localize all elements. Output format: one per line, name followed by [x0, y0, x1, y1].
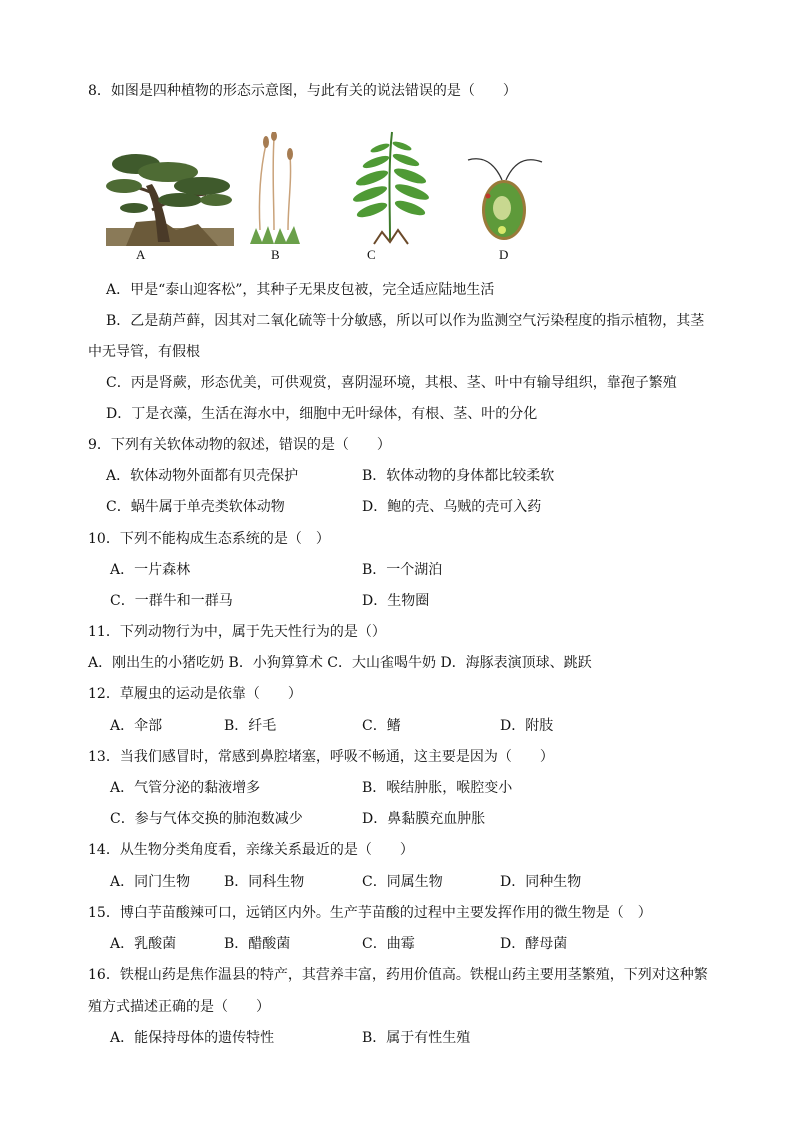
q10-option-c: C．一群牛和一群马 [110, 593, 233, 609]
q12-option-b: B．纤毛 [224, 718, 277, 734]
q15-option-a: A．乳酸菌 [110, 936, 177, 952]
q9-option-d: D．鲍的壳、乌贼的壳可入药 [362, 499, 542, 515]
q8-option-d: D．丁是衣藻，生活在海水中，细胞中无叶绿体，有根、茎、叶的分化 [106, 406, 538, 422]
q14-option-c: C．同属生物 [362, 874, 443, 890]
q14-option-a: A．同门生物 [110, 874, 191, 890]
q8-option-b: B．乙是葫芦藓，因其对二氧化硫等十分敏感，所以可以作为监测空气污染程度的指示植物，其茎 [106, 313, 705, 329]
q8-option-b-continued: 中无导管，有假根 [88, 344, 200, 360]
q10-option-d: D．生物圈 [362, 593, 430, 609]
q9-option-b: B．软体动物的身体都比较柔软 [362, 468, 555, 484]
q10-stem: 10．下列不能构成生态系统的是（ ） [88, 531, 330, 547]
q12-stem: 12．草履虫的运动是依靠（ ） [88, 686, 302, 702]
q13-option-a: A．气管分泌的黏液增多 [110, 780, 261, 796]
figure-label-a: A [136, 247, 146, 262]
q13-option-d: D．鼻黏膜充血肿胀 [362, 811, 486, 827]
q15-option-d: D．酵母菌 [500, 936, 568, 952]
figure-label-d: D [499, 247, 509, 262]
figure-label-c: C [367, 247, 376, 262]
q9-option-a: A．软体动物外面都有贝壳保护 [106, 468, 299, 484]
q15-option-b: B．醋酸菌 [224, 936, 291, 952]
q16-option-b: B．属于有性生殖 [362, 1030, 471, 1046]
q12-option-d: D．附肢 [500, 718, 554, 734]
q11-stem: 11．下列动物行为中，属于先天性行为的是（） [88, 624, 386, 640]
q13-option-c: C．参与气体交换的肺泡数减少 [110, 811, 303, 827]
q9-stem: 9．下列有关软体动物的叙述，错误的是（ ） [88, 437, 391, 453]
q8-option-c: C．丙是肾蕨，形态优美，可供观赏，喜阴湿环境，其根、茎、叶中有输导组织，靠孢子繁殖 [106, 375, 677, 391]
q16-stem: 16．铁棍山药是焦作温县的特产，其营养丰富，药用价值高。铁棍山药主要用茎繁殖，下列对这种繁 [88, 967, 708, 983]
fern-figure [350, 128, 432, 248]
q14-option-b: B．同科生物 [224, 874, 305, 890]
q12-option-c: C．鳍 [362, 718, 401, 734]
figure-label-b: B [271, 247, 280, 262]
moss-figure [244, 132, 306, 248]
pine-tree-figure [106, 150, 234, 246]
chlamydomonas-figure [464, 152, 544, 244]
q15-option-c: C．曲霉 [362, 936, 415, 952]
q13-stem: 13．当我们感冒时，常感到鼻腔堵塞，呼吸不畅通，这主要是因为（ ） [88, 749, 554, 765]
q9-option-c: C．蜗牛属于单壳类软体动物 [106, 499, 285, 515]
q14-option-d: D．同种生物 [500, 874, 582, 890]
q10-option-b: B．一个湖泊 [362, 562, 443, 578]
q8-stem: 8．如图是四种植物的形态示意图，与此有关的说法错误的是（ ） [88, 83, 517, 99]
q12-option-a: A．伞部 [110, 718, 163, 734]
q16-option-a: A．能保持母体的遗传特性 [110, 1030, 275, 1046]
q15-stem: 15．博白芋苗酸辣可口，远销区内外。生产芋苗酸的过程中主要发挥作用的微生物是（ ） [88, 905, 652, 921]
q16-stem-continued: 殖方式描述正确的是（ ） [88, 999, 270, 1015]
q14-stem: 14．从生物分类角度看，亲缘关系最近的是（ ） [88, 842, 414, 858]
q11-options: A．刚出生的小猪吃奶 B．小狗算算术 C．大山雀喝牛奶 D．海豚表演顶球、跳跃 [88, 655, 592, 671]
q10-option-a: A．一片森林 [110, 562, 191, 578]
q8-option-a: A．甲是“泰山迎客松”，其种子无果皮包被，完全适应陆地生活 [106, 282, 495, 298]
q13-option-b: B．喉结肿胀，喉腔变小 [362, 780, 513, 796]
